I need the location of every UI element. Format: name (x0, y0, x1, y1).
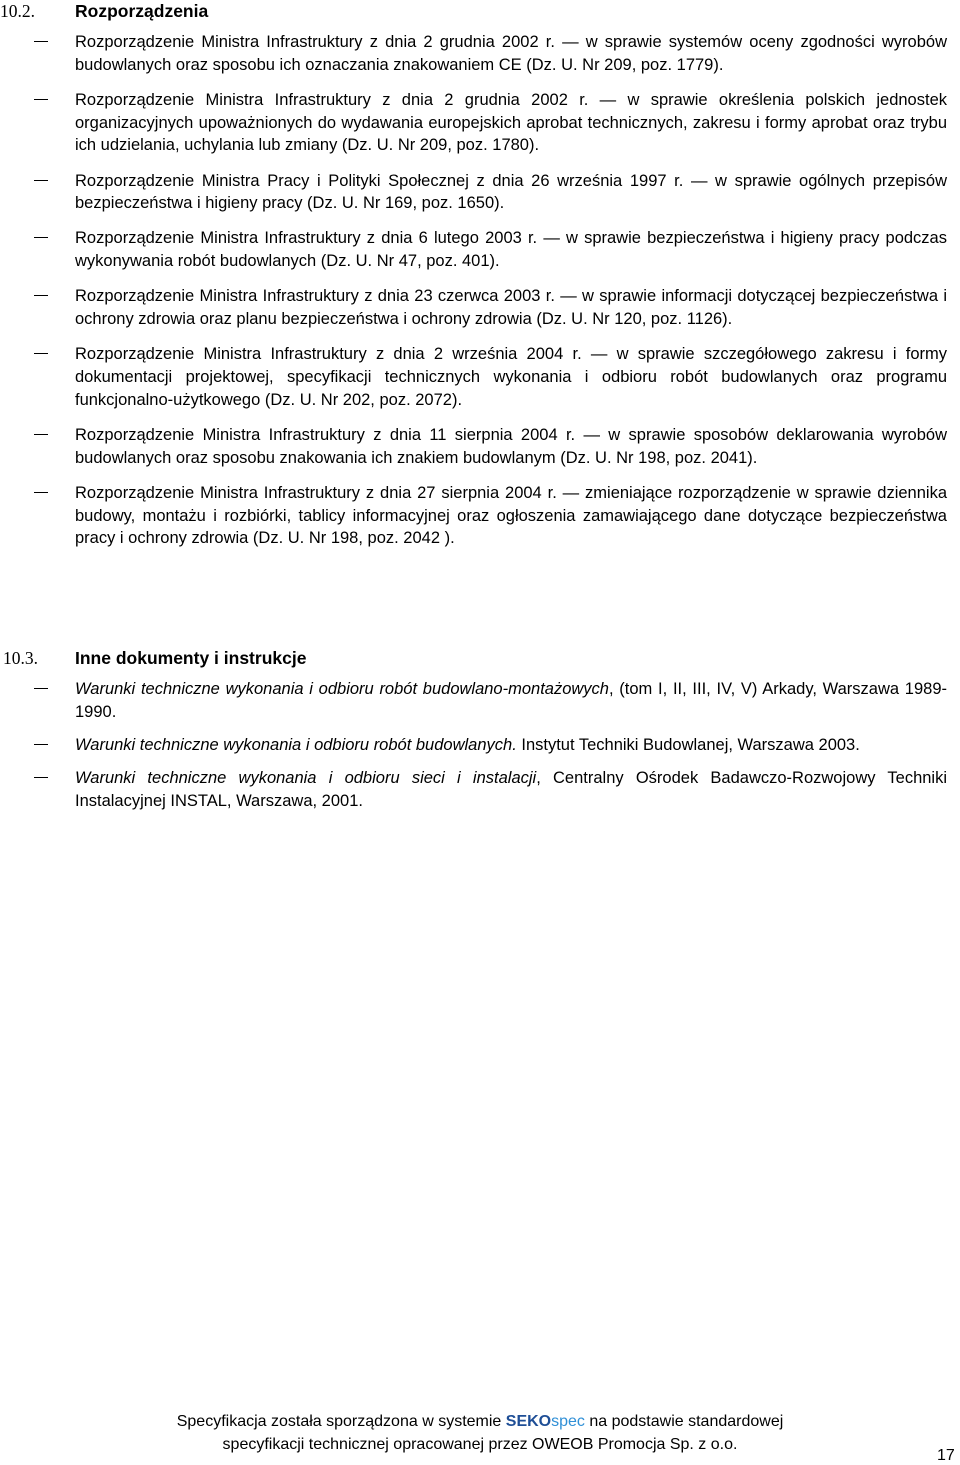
dash-bullet (34, 353, 48, 354)
document-title: Warunki techniczne wykonania i odbioru robót budowlanych. (75, 735, 517, 754)
page-number: 17 (937, 1447, 955, 1464)
list-item-text: Rozporządzenie Ministra Infrastruktury z dnia 2 września 2004 r. — w sprawie szczegółowego zakresu i formy dokumentacji projektowej, specyfikacji technicznych wykonania i odbioru robót budowlanych oraz programu funkcjonalno-użytkowego (Dz. U. Nr 202, poz. 2072). (75, 345, 947, 409)
list-item (0, 89, 960, 157)
list-item (0, 285, 960, 331)
seko-logo (506, 1413, 585, 1430)
section-heading-10-2 (0, 1, 208, 22)
section-number: 10.3. (3, 648, 38, 668)
list-item (0, 343, 960, 411)
section-title: Inne dokumenty i instrukcje (75, 648, 307, 668)
dash-bullet (34, 99, 48, 100)
logo-text-light: spec (551, 1413, 585, 1430)
list-item-text: Rozporządzenie Ministra Infrastruktury z dnia 11 sierpnia 2004 r. — w sprawie sposobów deklarowania wyrobów budowlanych oraz sposobu znakowania ich znakiem budowlanym (Dz. U. Nr 198, poz. 2041). (75, 425, 947, 467)
list-item (0, 227, 960, 273)
dash-bullet (34, 744, 48, 745)
list-item (0, 678, 960, 724)
dash-bullet (34, 295, 48, 296)
dash-bullet (34, 688, 48, 689)
list-item (0, 482, 960, 550)
dash-bullet (34, 237, 48, 238)
list-item-text: Rozporządzenie Ministra Infrastruktury z dnia 27 sierpnia 2004 r. — zmieniające rozporządzenie w sprawie dziennika budowy, montażu i rozbiórki, tablicy informacyjnej oraz ogłoszenia zamawiającego dane dotyczące bezpieczeństwa pracy i ochrony zdrowia (Dz. U. Nr 198, poz. 2042 ). (75, 483, 947, 548)
list-item (0, 170, 960, 216)
footer-text: Specyfikacja została sporządzona w systemie (176, 1413, 502, 1430)
dash-bullet (34, 41, 48, 42)
list-item (0, 767, 960, 813)
dash-bullet (34, 492, 48, 493)
dash-bullet (34, 434, 48, 435)
page-footer (0, 1410, 960, 1456)
list-item-text: Rozporządzenie Ministra Infrastruktury z dnia 2 grudnia 2002 r. — w sprawie systemów oceny zgodności wyrobów budowlanych oraz sposobu ich oznaczania znakowaniem CE (Dz. U. Nr 209, poz. 1779). (75, 33, 947, 74)
document-title: Warunki techniczne wykonania i odbioru sieci i instalacji (75, 768, 537, 787)
dash-bullet (34, 180, 48, 181)
regulations-list (0, 31, 960, 563)
document-details: , (tom I, II, III, IV, V) Arkady, Warszawa 1989-1990. (75, 680, 947, 721)
logo-text-bold: SEKO (505, 1413, 552, 1430)
footer-text: na podstawie standardowej (589, 1413, 784, 1430)
document-title: Warunki techniczne wykonania i odbioru robót budowlano-montażowych (75, 680, 609, 698)
section-heading-10-3 (3, 648, 306, 669)
list-item (0, 31, 960, 77)
footer-line-1 (0, 1410, 960, 1433)
dash-bullet (34, 777, 48, 778)
document-details: , Centralny Ośrodek Badawczo-Rozwojowy Techniki Instalacyjnej INSTAL, Warszawa, 2001. (75, 768, 948, 810)
list-item-text: Rozporządzenie Ministra Pracy i Polityki Społecznej z dnia 26 września 1997 r. — w sprawie ogólnych przepisów bezpieczeństwa i higieny pracy (Dz. U. Nr 169, poz. 1650). (75, 171, 947, 213)
list-item-text: Rozporządzenie Ministra Infrastruktury z dnia 2 grudnia 2002 r. — w sprawie określenia polskich jednostek organizacyjnych upoważnionych do wydawania europejskich aprobat technicznych, zakresu i formy aprobat oraz trybu ich udzielania, uchylania lub zmiany (Dz. U. Nr 209, poz. 1780). (75, 90, 947, 155)
section-title: Rozporządzenia (75, 1, 209, 21)
footer-line-2: specyfikacji technicznej opracowanej przez OWEOB Promocja Sp. z o.o. (222, 1436, 738, 1453)
list-item-text: Rozporządzenie Ministra Infrastruktury z dnia 6 lutego 2003 r. — w sprawie bezpieczeństwa i higieny pracy podczas wykonywania robót budowlanych (Dz. U. Nr 47, poz. 401). (75, 229, 947, 271)
section-number: 10.2. (0, 1, 35, 21)
list-item (0, 424, 960, 470)
list-item (0, 734, 960, 757)
list-item-text: Rozporządzenie Ministra Infrastruktury z dnia 23 czerwca 2003 r. — w sprawie informacji dotyczącej bezpieczeństwa i ochrony zdrowia oraz planu bezpieczeństwa i ochrony zdrowia (Dz. U. Nr 120, poz. 1126). (75, 287, 947, 329)
documents-list (0, 678, 960, 823)
document-details: Instytut Techniki Budowlanej, Warszawa 2003. (516, 735, 860, 754)
